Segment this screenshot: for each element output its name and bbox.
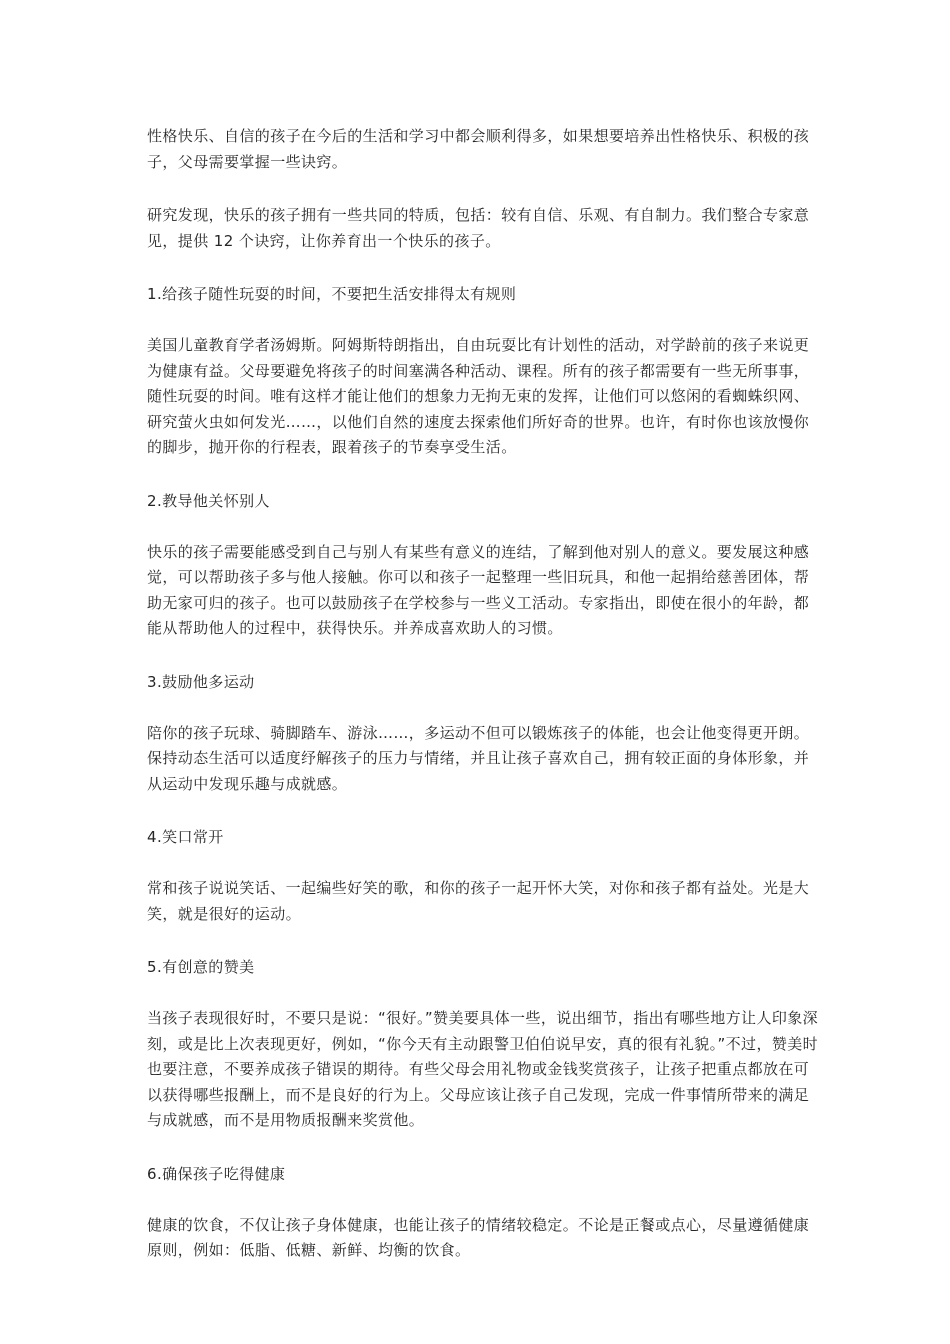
section-heading-1: 1.给孩子随性玩耍的时间，不要把生活安排得太有规则 xyxy=(147,285,517,303)
section-heading-6: 6.确保孩子吃得健康 xyxy=(147,1164,286,1183)
section-body-6: 健康的饮食，不仅让孩子身体健康，也能让孩子的情绪较稳定。不论是正餐或点心，尽量遵循健康原则，例如：低脂、低糖、新鲜、均衡的饮食。 xyxy=(147,1215,810,1259)
section-body-5: 当孩子表现很好时，不要只是说：“很好。”赞美要具体一些，说出细节，指出有哪些地方让人印象深刻，或是比上次表现更好，例如，“你今天有主动跟警卫伯伯说早安，真的很有礼貌。”不过，赞美时也要注意，不要养成孩子错误的期待。有些父母会用礼物或金钱奖赏孩子，让孩子把重点都放在可以获得哪些报酬上，而不是良好的行为上。父母应该让孩子自己发现，完成一件事情所带来的满足与成就感，而不是用物质报酬来奖赏他。 xyxy=(147,1009,819,1129)
intro-paragraph: 性格快乐、自信的孩子在今后的生活和学习中都会顺利得多，如果想要培养出性格快乐、积极的孩子，父母需要掌握一些诀窍。 xyxy=(147,127,810,171)
section-heading-4: 4.笑口常开 xyxy=(147,828,224,846)
intro-paragraph: 研究发现，快乐的孩子拥有一些共同的特质，包括：较有自信、乐观、有自制力。我们整合专家意见，提供 12 个诀窍，让你养育出一个快乐的孩子。 xyxy=(147,206,810,250)
section-body-4: 常和孩子说说笑话、一起编些好笑的歌，和你的孩子一起开怀大笑，对你和孩子都有益处。光是大笑，就是很好的运动。 xyxy=(147,879,810,923)
section-body-3: 陪你的孩子玩球、骑脚踏车、游泳……，多运动不但可以锻炼孩子的体能，也会让他变得更开朗。保持动态生活可以适度纾解孩子的压力与情绪，并且让孩子喜欢自己，拥有较正面的身体形象，并从运动中发现乐趣与成就感。 xyxy=(147,723,810,793)
section-heading-5: 5.有创意的赞美 xyxy=(147,958,255,976)
article-body xyxy=(147,124,819,1292)
section-heading-2: 2.教导他关怀别人 xyxy=(147,491,270,510)
section-heading-3: 3.鼓励他多运动 xyxy=(147,672,255,691)
section-body-1: 美国儿童教育学者汤姆斯。阿姆斯特朗指出，自由玩耍比有计划性的活动，对学龄前的孩子来说更为健康有益。父母要避免将孩子的时间塞满各种活动、课程。所有的孩子都需要有一些无所事事，随性玩耍的时间。唯有这样才能让他们的想象力无拘无束的发挥，让他们可以悠闲的看蜘蛛织网、研究萤火虫如何发光……，以他们自然的速度去探索他们所好奇的世界。也许，有时你也该放慢你的脚步，抛开你的行程表，跟着孩子的节奏享受生活。 xyxy=(147,336,810,456)
section-body-2: 快乐的孩子需要能感受到自己与别人有某些有意义的连结，了解到他对别人的意义。要发展这种感觉，可以帮助孩子多与他人接触。你可以和孩子一起整理一些旧玩具，和他一起捐给慈善团体，帮助无家可归的孩子。也可以鼓励孩子在学校参与一些义工活动。专家指出，即使在很小的年龄，都能从帮助他人的过程中，获得快乐。并养成喜欢助人的习惯。 xyxy=(147,542,810,637)
